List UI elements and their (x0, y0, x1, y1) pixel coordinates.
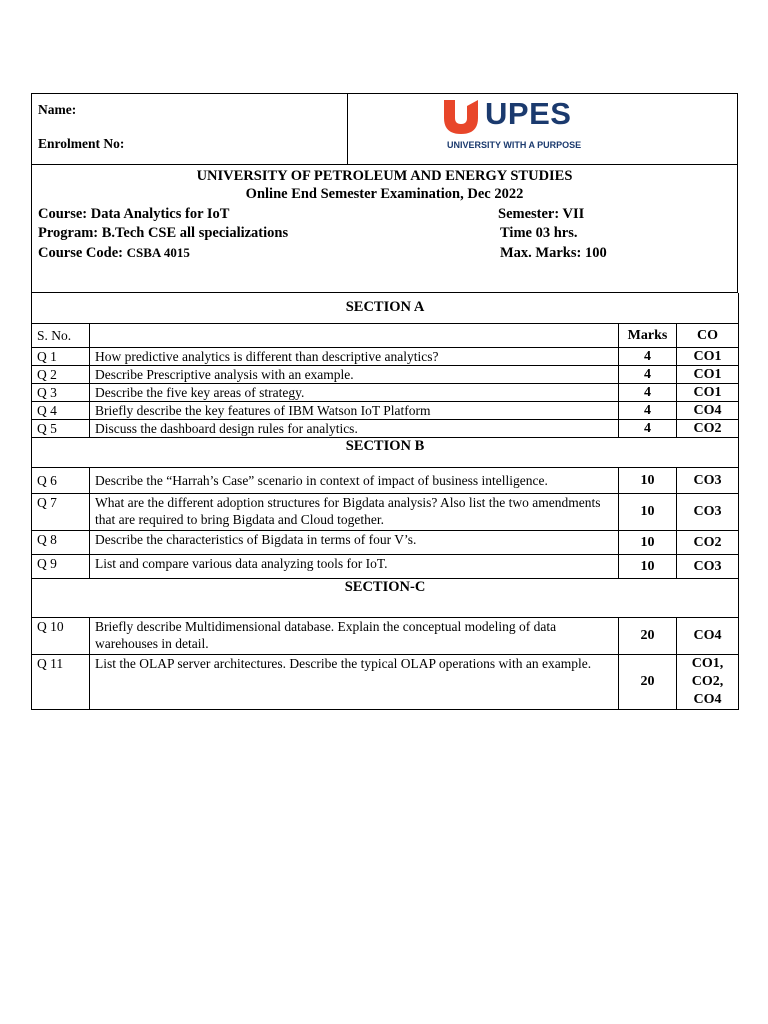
question-text: Briefly describe Multidimensional database. Explain the conceptual modeling of data warehouses in detail. (90, 617, 619, 654)
course-code-label: Course Code: (38, 245, 123, 261)
col-marks-header: Marks (619, 323, 677, 347)
university-name: UNIVERSITY OF PETROLEUM AND ENERGY STUDIES (196, 168, 573, 184)
question-number: Q 11 (32, 654, 90, 709)
question-text: What are the different adoption structures for Bigdata analysis? Also list the two amendments that are required to bring Bigdata and Cloud together. (90, 493, 619, 530)
question-co: CO2 (677, 530, 739, 554)
col-question-header (90, 323, 619, 347)
table-row (32, 383, 739, 401)
question-co: CO1 (677, 365, 739, 383)
question-marks: 10 (619, 554, 677, 578)
question-marks: 4 (619, 419, 677, 437)
table-row (32, 530, 739, 554)
exam-title: Online End Semester Examination, Dec 2022 (245, 186, 524, 202)
student-info (32, 94, 348, 164)
exam-header (31, 165, 738, 293)
question-text: Discuss the dashboard design rules for analytics. (90, 419, 619, 437)
question-co: CO4 (677, 617, 739, 654)
question-co: CO1, CO2, CO4 (677, 654, 739, 709)
question-text: Describe Prescriptive analysis with an example. (90, 365, 619, 383)
logo-area (348, 94, 737, 164)
question-text: Describe the characteristics of Bigdata in terms of four V’s. (90, 530, 619, 554)
question-marks: 20 (619, 617, 677, 654)
question-number: Q 10 (32, 617, 90, 654)
question-co: CO3 (677, 554, 739, 578)
question-text: Briefly describe the key features of IBM Watson IoT Platform (90, 401, 619, 419)
upes-logo-mark-icon (441, 96, 481, 136)
question-co: CO1 (677, 347, 739, 365)
question-number: Q 2 (32, 365, 90, 383)
course-label: Course: Data Analytics for IoT (38, 206, 230, 222)
section-c-title: SECTION-C (32, 578, 739, 617)
table-row (32, 419, 739, 437)
question-number: Q 9 (32, 554, 90, 578)
question-co: CO3 (677, 467, 739, 493)
question-text: How predictive analytics is different than descriptive analytics? (90, 347, 619, 365)
max-marks-label: Max. Marks: 100 (500, 245, 607, 261)
question-marks: 10 (619, 493, 677, 530)
table-row (32, 554, 739, 578)
section-b-title: SECTION B (32, 437, 739, 467)
enrolment-label: Enrolment No: (38, 136, 125, 151)
course-code-row (38, 245, 190, 262)
semester-label: Semester: VII (498, 206, 585, 222)
question-number: Q 4 (32, 401, 90, 419)
section-a-title: SECTION A (32, 293, 739, 323)
logo-wordmark: UPES (485, 96, 572, 131)
question-co: CO1 (677, 383, 739, 401)
header-top (31, 93, 738, 165)
question-marks: 10 (619, 467, 677, 493)
col-sno-header: S. No. (32, 323, 90, 347)
question-marks: 4 (619, 365, 677, 383)
question-marks: 4 (619, 347, 677, 365)
question-marks: 10 (619, 530, 677, 554)
question-text: Describe the “Harrah’s Case” scenario in context of impact of business intelligence. (90, 467, 619, 493)
table-row (32, 654, 739, 709)
question-marks: 20 (619, 654, 677, 709)
time-label: Time 03 hrs. (500, 225, 578, 241)
question-co: CO3 (677, 493, 739, 530)
question-text: List and compare various data analyzing tools for IoT. (90, 554, 619, 578)
logo-tagline: UNIVERSITY WITH A PURPOSE (447, 140, 582, 150)
question-co: CO2 (677, 419, 739, 437)
name-label: Name: (38, 102, 77, 117)
question-number: Q 8 (32, 530, 90, 554)
question-number: Q 7 (32, 493, 90, 530)
table-row (32, 617, 739, 654)
course-code: CSBA 4015 (126, 245, 190, 260)
question-number: Q 5 (32, 419, 90, 437)
table-row (32, 401, 739, 419)
program-label: Program: B.Tech CSE all specializations (38, 225, 289, 241)
question-marks: 4 (619, 401, 677, 419)
question-marks: 4 (619, 383, 677, 401)
table-row (32, 365, 739, 383)
question-number: Q 3 (32, 383, 90, 401)
table-row (32, 347, 739, 365)
question-text: List the OLAP server architectures. Describe the typical OLAP operations with an example. (90, 654, 619, 709)
table-row (32, 467, 739, 493)
col-co-header: CO (677, 323, 739, 347)
question-co: CO4 (677, 401, 739, 419)
question-number: Q 1 (32, 347, 90, 365)
exam-paper (31, 93, 738, 710)
table-row (32, 493, 739, 530)
question-number: Q 6 (32, 467, 90, 493)
question-text: Describe the five key areas of strategy. (90, 383, 619, 401)
question-table (31, 293, 739, 710)
